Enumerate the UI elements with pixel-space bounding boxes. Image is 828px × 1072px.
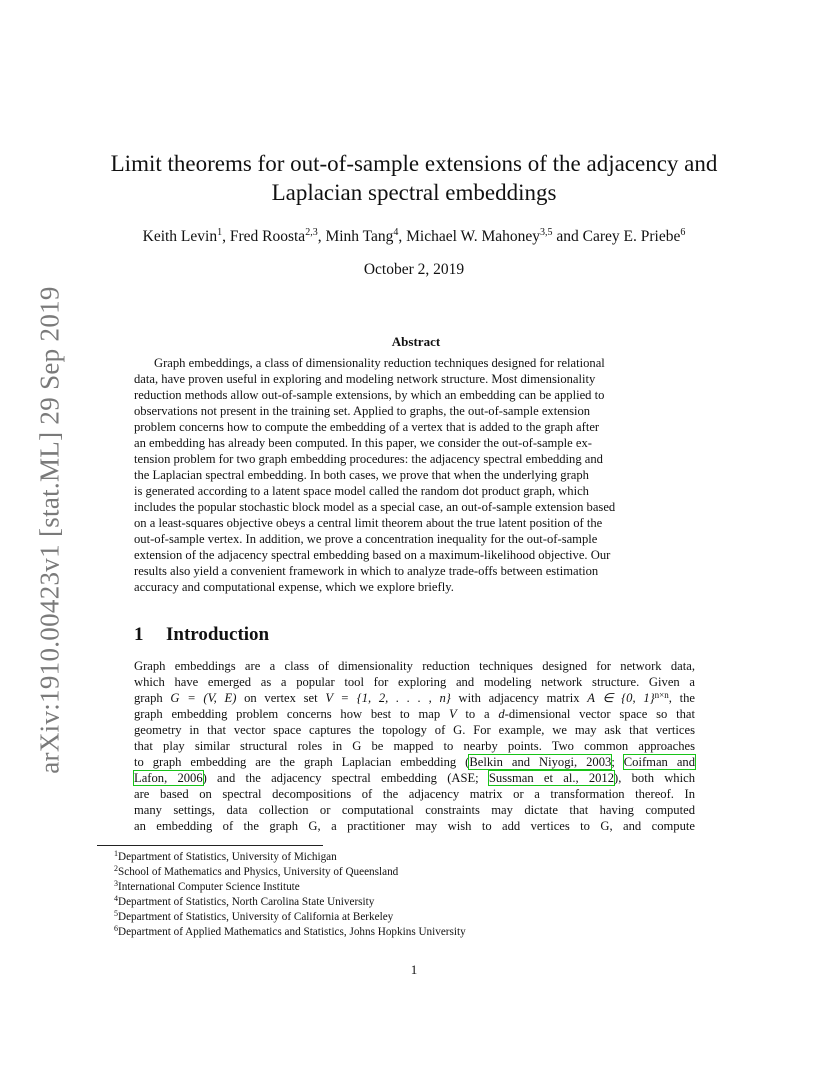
- author-connector: and: [556, 228, 579, 245]
- arxiv-margin-stamp: arXiv:1910.00423v1 [stat.ML] 29 Sep 2019: [34, 286, 65, 774]
- body-line: to graph embedding are the graph Laplacian embedding (Belkin and Niyogi, 2003; Coifman and: [134, 755, 695, 769]
- affiliation-mark: 1: [217, 227, 223, 238]
- math-adjacency: A ∈ {0, 1}: [587, 691, 655, 705]
- footnote-divider: [97, 845, 323, 846]
- math-graph: G = (V, E): [170, 691, 237, 705]
- abstract-line: out-of-sample vertex. In addition, we prove a concentration inequality for the out-of-sample: [134, 532, 598, 546]
- body-line: Lafon, 2006) and the adjacency spectral embedding (ASE; Sussman et al., 2012), both which: [134, 771, 695, 785]
- math-vertex-set: V = {1, 2, . . . , n}: [325, 691, 451, 705]
- citation-link[interactable]: Lafon, 2006: [134, 771, 203, 785]
- abstract-heading: Abstract: [391, 334, 441, 349]
- body-line: are based on spectral decompositions of the adjacency matrix or a transformation thereof. In: [134, 787, 695, 801]
- abstract-line: data, have proven useful in exploring and modeling network structure. Most dimensionality: [134, 372, 596, 386]
- body-line: Graph embeddings are a class of dimensionality reduction techniques designed for network data,: [134, 659, 695, 673]
- math-superscript: n×n: [654, 690, 669, 700]
- footnotes: [114, 850, 466, 940]
- abstract-line: results also yield a convenient framework in which to analyze trade-offs between estimation: [134, 564, 599, 578]
- body-line: graph G = (V, E) on vertex set V = {1, 2, . . . , n} with adjacency matrix A ∈ {0, 1}$^{n\times n}$, the: [134, 690, 695, 705]
- citation-link[interactable]: Coifman and: [623, 755, 695, 769]
- section-number: 1: [134, 624, 144, 645]
- footnote: [114, 865, 466, 880]
- affiliation-mark: 2,3: [305, 227, 318, 238]
- abstract-line: problem concerns how to compute the embedding of a vertex that is added to the graph after: [134, 420, 600, 434]
- author-name: Minh Tang: [325, 228, 394, 245]
- paper-title: [100, 149, 728, 207]
- footnote: [114, 850, 466, 865]
- footnote-mark: 1: [114, 849, 118, 858]
- abstract-line: Graph embeddings, a class of dimensionality reduction techniques designed for relational: [154, 356, 605, 370]
- affiliation-mark: 6: [680, 227, 686, 238]
- author-list: Keith Levin$^1$, Fred Roosta$^{2,3}$, Minh Tang$^4$, Michael W. Mahoney$^{3,5}$ and Carey E. Priebe$^6$: [142, 227, 686, 245]
- abstract-line: is generated according to a latent space model called the random dot product graph, which: [134, 484, 589, 498]
- affiliation-mark: 3,5: [540, 227, 553, 238]
- author-name: Keith Levin: [142, 228, 218, 245]
- paper-date: October 2, 2019: [363, 261, 465, 278]
- abstract-line: reduction methods allow out-of-sample extensions, by which an embedding can be applied to: [134, 388, 605, 402]
- footnote: [114, 895, 466, 910]
- footnote-text: International Computer Science Institute: [118, 881, 300, 893]
- footnote-mark: 6: [114, 924, 118, 933]
- title-line: Laplacian spectral embeddings: [271, 180, 557, 205]
- footnote-text: Department of Statistics, University of California at Berkeley: [118, 911, 394, 923]
- footnote: [114, 910, 466, 925]
- citation-link[interactable]: Belkin and Niyogi, 2003: [469, 755, 612, 769]
- footnote: [114, 925, 466, 940]
- section-title: Introduction: [166, 624, 270, 645]
- abstract-line: tension problem for two graph embedding procedures: the adjacency spectral embedding and: [134, 452, 603, 466]
- citation-link[interactable]: Sussman et al., 2012: [488, 771, 615, 785]
- footnote-mark: 5: [114, 909, 118, 918]
- footnote-mark: 2: [114, 864, 118, 873]
- title-line: Limit theorems for out-of-sample extensions of the adjacency and: [110, 151, 718, 176]
- footnote-text: School of Mathematics and Physics, University of Queensland: [118, 866, 399, 878]
- author-name: Carey E. Priebe: [582, 228, 681, 245]
- abstract-line: observations not present in the training set. Applied to graphs, the out-of-sample extension: [134, 404, 591, 418]
- footnote-mark: 3: [114, 879, 118, 888]
- abstract-line: the Laplacian spectral embedding. In both cases, we prove that when the underlying graph: [134, 468, 589, 482]
- body-line: which have emerged as a popular tool for exploring and modeling network structure. Given a: [134, 675, 695, 689]
- body-line: geometry in that vector space captures the topology of G. For example, we may ask that vertices: [134, 723, 695, 737]
- footnote-text: Department of Statistics, North Carolina State University: [118, 896, 375, 908]
- math-dimension: d: [498, 707, 505, 721]
- body-line: many settings, data collection or computational constraints may dictate that having computed: [134, 803, 695, 817]
- abstract-line: includes the popular stochastic block model as a special case, an out-of-sample extension based: [134, 500, 616, 514]
- abstract-line: on a least-squares objective obeys a central limit theorem about the true latent position of the: [134, 516, 603, 530]
- footnote-text: Department of Statistics, University of Michigan: [118, 851, 337, 863]
- page-number: 1: [410, 962, 418, 977]
- abstract-line: an embedding has already been computed. In this paper, we consider the out-of-sample ex-: [134, 436, 592, 450]
- author-name: Fred Roosta: [229, 228, 306, 245]
- body-line: that play similar structural roles in G be mapped to nearby points. Two common approaches: [134, 739, 695, 753]
- footnote-text: Department of Applied Mathematics and Statistics, Johns Hopkins University: [118, 926, 466, 938]
- body-line: graph embedding problem concerns how best to map V to a d-dimensional vector space so that: [134, 707, 695, 721]
- affiliation-mark: 4: [393, 227, 399, 238]
- footnote-mark: 4: [114, 894, 118, 903]
- abstract-line: extension of the adjacency spectral embedding based on a maximum-likelihood objective. Our: [134, 548, 611, 562]
- footnote: [114, 880, 466, 895]
- body-line: an embedding of the graph G, a practitioner may wish to add vertices to G, and compute: [134, 819, 695, 833]
- author-name: Michael W. Mahoney: [406, 228, 541, 245]
- section-heading: [134, 624, 269, 646]
- abstract-line: accuracy and computational expense, which we explore briefly.: [134, 580, 454, 594]
